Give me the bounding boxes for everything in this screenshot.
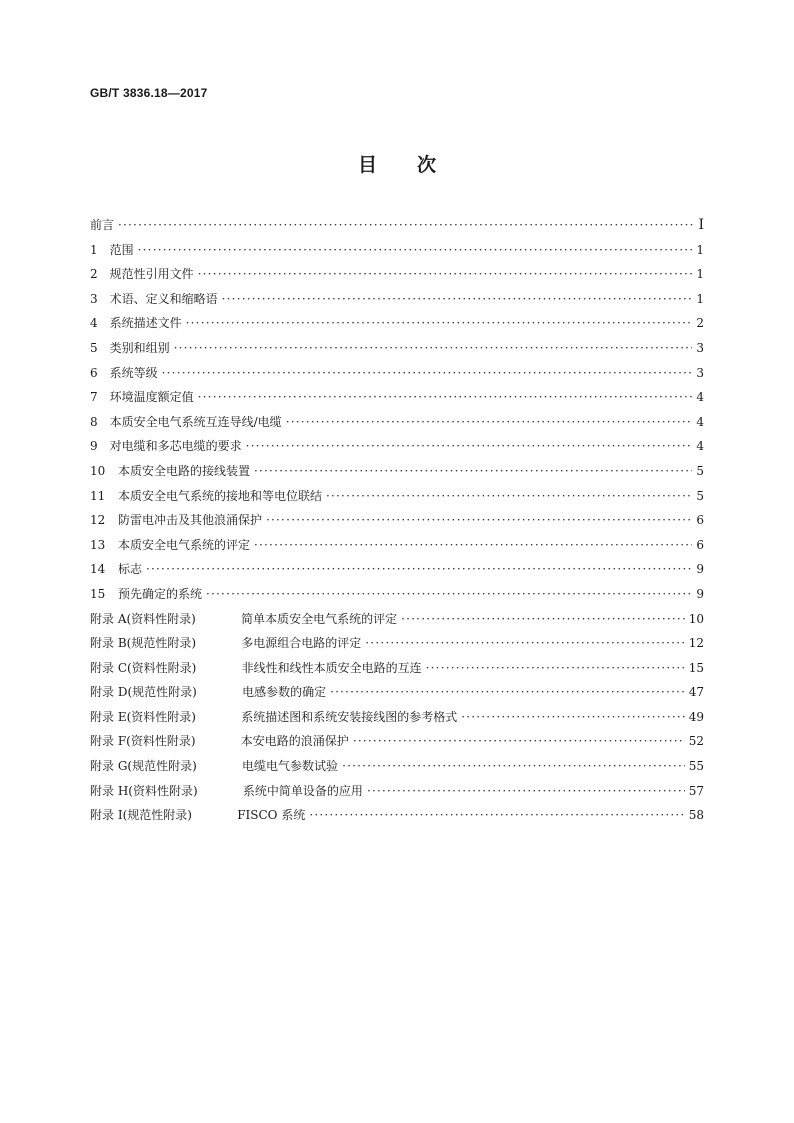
page-title: 目次 <box>357 154 476 176</box>
toc-leader-dots <box>461 710 684 724</box>
annex-label: 附录 I <box>90 808 123 823</box>
toc-entry-page: 12 <box>688 636 704 651</box>
toc-leader-dots <box>367 784 685 798</box>
toc-entry-title: 本质安全电气系统的评定 <box>118 537 251 552</box>
toc-entry-number: 6 <box>90 365 98 380</box>
toc-leader-dots <box>326 489 692 503</box>
toc-entry-page: Ⅰ <box>698 217 704 233</box>
toc-entry-page: 5 <box>696 463 704 478</box>
toc-entry-page: 55 <box>688 759 704 774</box>
toc-entry-number: 15 <box>90 586 106 601</box>
toc-entry-page: 58 <box>688 808 704 823</box>
toc-entry-section[interactable] <box>90 536 704 561</box>
toc-entry-page: 47 <box>688 685 704 700</box>
toc-leader-dots <box>286 415 693 429</box>
toc-entry-title: 本质安全电路的接线装置 <box>118 463 251 478</box>
standard-code: GB/T 3836.18—2017 <box>90 86 208 100</box>
toc-leader-dots <box>162 366 693 380</box>
toc-entry-page: 15 <box>688 660 704 675</box>
toc-entry-number: 5 <box>90 340 98 355</box>
toc-leader-dots <box>246 439 693 453</box>
toc-entry-section[interactable] <box>90 462 704 487</box>
toc-entry-title: 标志 <box>118 562 143 577</box>
toc-entry-foreword[interactable] <box>90 216 704 241</box>
toc-entry-page: 5 <box>696 488 704 503</box>
toc-entry-page: 4 <box>696 390 704 405</box>
toc-entry-title: 预先确定的系统 <box>118 586 203 601</box>
toc-leader-dots <box>254 538 692 552</box>
toc-entry-page: 52 <box>688 734 704 749</box>
toc-entry-annex[interactable] <box>90 610 704 635</box>
toc-entry-section[interactable] <box>90 314 704 339</box>
toc-entry-number: 4 <box>90 316 98 331</box>
toc-entry-title: FISCO 系统 <box>237 808 306 823</box>
toc-entry-page: 4 <box>696 439 704 454</box>
toc-entry-section[interactable] <box>90 364 704 389</box>
toc-entry-title: 范围 <box>109 242 134 257</box>
toc-leader-dots <box>365 636 684 650</box>
toc-entry-page: 2 <box>696 316 704 331</box>
toc-entry-annex[interactable] <box>90 659 704 684</box>
toc-entry-page: 4 <box>696 414 704 429</box>
table-of-contents <box>90 216 704 831</box>
toc-entry-number: 8 <box>90 414 98 429</box>
toc-entry-title: 环境温度额定值 <box>109 390 194 405</box>
toc-entry-annex[interactable] <box>90 732 704 757</box>
annex-kind: (规范性附录) <box>126 636 197 651</box>
annex-label: 附录 B <box>90 636 127 651</box>
toc-entry-title: 术语、定义和缩略语 <box>109 291 218 306</box>
annex-kind: (资料性附录) <box>126 709 196 724</box>
toc-entry-number: 3 <box>90 291 98 306</box>
annex-kind: (规范性附录) <box>127 759 197 774</box>
toc-entry-page: 1 <box>696 242 704 257</box>
toc-entry-page: 57 <box>688 783 704 798</box>
toc-entry-section[interactable] <box>90 437 704 462</box>
toc-entry-annex[interactable] <box>90 683 704 708</box>
toc-entry-number: 12 <box>90 513 106 528</box>
toc-entry-section[interactable] <box>90 487 704 512</box>
annex-kind: (资料性附录) <box>126 611 196 626</box>
toc-entry-page: 1 <box>696 291 704 306</box>
toc-entry-number: 7 <box>90 390 98 405</box>
toc-entry-page: 49 <box>688 709 704 724</box>
toc-entry-page: 6 <box>696 513 704 528</box>
toc-entry-page: 1 <box>696 267 704 282</box>
toc-entry-page: 9 <box>696 562 704 577</box>
toc-entry-annex[interactable] <box>90 708 704 733</box>
toc-entry-number: 14 <box>90 562 106 577</box>
toc-entry-title: 本安电路的浪涌保护 <box>240 734 349 749</box>
toc-entry-page: 3 <box>696 365 704 380</box>
toc-entry-page: 3 <box>696 340 704 355</box>
toc-entry-number: 13 <box>90 537 106 552</box>
toc-entry-title: 本质安全电气系统互连导线/电缆 <box>109 414 282 429</box>
toc-entry-title: 系统等级 <box>109 365 158 380</box>
toc-entry-title: 多电源组合电路的评定 <box>241 636 362 651</box>
annex-label: 附录 A <box>90 611 127 626</box>
toc-entry-title: 系统中简单设备的应用 <box>242 783 363 798</box>
toc-entry-section[interactable] <box>90 511 704 536</box>
toc-entry-number: 9 <box>90 439 98 454</box>
toc-leader-dots <box>342 759 685 773</box>
toc-leader-dots <box>353 734 685 748</box>
annex-label: 附录 H <box>90 783 129 798</box>
toc-leader-dots <box>309 808 684 822</box>
annex-kind: (规范性附录) <box>122 808 192 823</box>
toc-leader-dots <box>206 587 692 601</box>
toc-entry-annex[interactable] <box>90 634 704 659</box>
toc-entry-title: 类别和组别 <box>109 340 170 355</box>
toc-entry-title: 本质安全电气系统的接地和等电位联结 <box>118 488 323 503</box>
toc-entry-section[interactable] <box>90 339 704 364</box>
toc-leader-dots <box>222 292 693 306</box>
toc-leader-dots <box>401 612 685 626</box>
annex-label: 附录 C <box>90 660 127 675</box>
toc-entry-title: 对电缆和多芯电缆的要求 <box>109 439 242 454</box>
toc-entry-section[interactable] <box>90 585 704 610</box>
annex-kind: (资料性附录) <box>127 660 197 675</box>
toc-entry-title: 电缆电气参数试验 <box>242 759 339 774</box>
toc-entry-number: 2 <box>90 267 98 282</box>
toc-leader-dots <box>198 390 693 404</box>
toc-entry-annex[interactable] <box>90 782 704 807</box>
toc-leader-dots <box>138 243 693 257</box>
toc-leader-dots <box>174 341 693 355</box>
toc-entry-section[interactable] <box>90 388 704 413</box>
toc-entry-section[interactable] <box>90 413 704 438</box>
toc-leader-dots <box>198 267 693 281</box>
toc-entry-annex[interactable] <box>90 806 704 831</box>
toc-entry-page: 9 <box>696 586 704 601</box>
toc-entry-section[interactable] <box>90 560 704 585</box>
toc-leader-dots <box>426 661 685 675</box>
toc-leader-dots <box>118 218 694 232</box>
annex-label: 附录 G <box>90 759 128 774</box>
toc-entry-section[interactable] <box>90 241 704 266</box>
toc-entry-number: 11 <box>90 488 106 503</box>
toc-entry-title: 前言 <box>90 218 115 232</box>
toc-leader-dots <box>330 685 685 699</box>
toc-entry-page: 10 <box>688 611 704 626</box>
toc-leader-dots <box>254 464 692 478</box>
annex-label: 附录 D <box>90 685 128 700</box>
toc-entry-title: 防雷电冲击及其他浪涌保护 <box>118 513 263 528</box>
toc-leader-dots <box>186 316 693 330</box>
toc-entry-section[interactable] <box>90 265 704 290</box>
annex-label: 附录 F <box>90 734 127 749</box>
toc-leader-dots <box>146 562 692 576</box>
annex-kind: (资料性附录) <box>126 734 196 749</box>
annex-kind: (规范性附录) <box>127 685 197 700</box>
toc-entry-title: 系统描述图和系统安装接线图的参考格式 <box>241 709 458 724</box>
toc-entry-title: 非线性和线性本质安全电路的互连 <box>241 660 422 675</box>
toc-entry-section[interactable] <box>90 290 704 315</box>
toc-entry-title: 简单本质安全电气系统的评定 <box>241 611 398 626</box>
toc-entry-number: 10 <box>90 463 106 478</box>
toc-entry-annex[interactable] <box>90 757 704 782</box>
toc-entry-number: 1 <box>90 242 98 257</box>
toc-entry-title: 规范性引用文件 <box>109 267 194 282</box>
toc-entry-title: 电感参数的确定 <box>242 685 327 700</box>
toc-entry-page: 6 <box>696 537 704 552</box>
annex-label: 附录 E <box>90 709 127 724</box>
toc-entry-title: 系统描述文件 <box>109 316 182 331</box>
toc-leader-dots <box>266 513 692 527</box>
annex-kind: (资料性附录) <box>128 783 198 798</box>
